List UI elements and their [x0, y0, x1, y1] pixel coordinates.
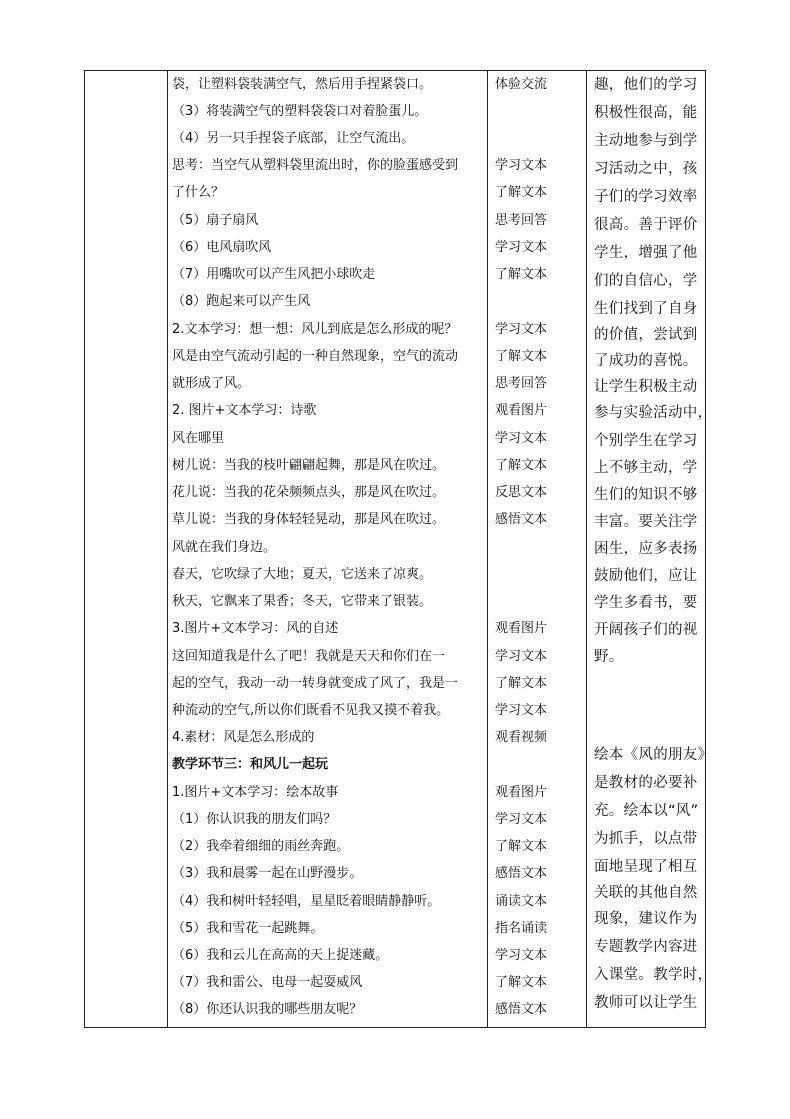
note-line: 很高。善于评价 [594, 217, 698, 233]
activity-line: 感悟文本 [495, 866, 548, 881]
note-line: 参与实验活动中， [594, 405, 713, 421]
content-line: 秋天，它飘来了果香；冬天，它带来了银装。 [172, 594, 433, 609]
content-line: 1.图片+文本学习：绘本故事 [172, 785, 339, 800]
activity-line: 了解文本 [495, 185, 548, 200]
content-line: （7）用嘴吹可以产生风把小球吹走 [172, 267, 376, 282]
content-line: 这回知道我是什么了吧！我就是天天和你们在一 [172, 649, 446, 664]
note-line: 是教材的必要补 [594, 775, 698, 791]
activity-line: 了解文本 [495, 267, 548, 282]
note-line: 入课堂。教学时， [594, 967, 713, 983]
content-line: （6）我和云儿在高高的天上捉迷藏。 [172, 948, 389, 963]
content-line: 花儿说：当我的花朵频频点头，那是风在吹过。 [172, 485, 446, 500]
activity-line: 感悟文本 [495, 1002, 548, 1017]
column-divider [487, 71, 488, 1027]
activity-line: 思考回答 [495, 213, 548, 228]
activity-line: 诵读文本 [495, 894, 548, 909]
activity-line: 学习文本 [495, 948, 548, 963]
activity-line: 了解文本 [495, 349, 548, 364]
content-line: （3）将装满空气的塑料袋袋口对着脸蛋儿。 [172, 104, 428, 119]
note-line: 专题教学内容进 [594, 939, 698, 955]
note-line: 绘本《风的朋友》 [594, 747, 713, 763]
activity-line: 学习文本 [495, 812, 548, 827]
content-line: （6）电风扇吹风 [172, 240, 272, 255]
activity-line: 了解文本 [495, 975, 548, 990]
content-line: 种流动的空气,所以你们既看不见我又摸不着我。 [172, 703, 450, 718]
content-line: （5）扇子扇风 [172, 213, 259, 228]
note-line: 开阔孩子们的视 [594, 622, 698, 638]
activity-line: 观看图片 [495, 785, 548, 800]
activity-line: 指名诵读 [495, 921, 548, 936]
note-line: 生们找到了自身 [594, 301, 698, 317]
note-line: 主动地参与到学 [594, 133, 698, 149]
activity-line: 学习文本 [495, 703, 548, 718]
content-line: 风在哪里 [172, 431, 225, 446]
note-line: 子们的学习效率 [594, 189, 698, 205]
content-line: 3.图片+文本学习：风的自述 [172, 621, 339, 636]
activity-line: 学习文本 [495, 649, 548, 664]
note-line: 教师可以让学生 [594, 995, 698, 1011]
activity-line: 学习文本 [495, 158, 548, 173]
content-line: 2. 图片+文本学习：诗歌 [172, 403, 317, 418]
activity-line: 观看视频 [495, 730, 548, 745]
note-line: 野。 [594, 649, 624, 665]
content-line: （8）跑起来可以产生风 [172, 294, 311, 309]
activity-line: 感悟文本 [495, 512, 548, 527]
content-line: 草儿说：当我的身体轻轻晃动，那是风在吹过。 [172, 512, 446, 527]
content-line: （1）你认识我的朋友们吗？ [172, 812, 337, 827]
note-line: 生们的知识不够 [594, 487, 698, 503]
content-line: 树儿说：当我的枝叶翩翩起舞，那是风在吹过。 [172, 458, 446, 473]
activity-line: 学习文本 [495, 322, 548, 337]
content-line: 4.素材：风是怎么形成的 [172, 730, 315, 745]
activity-line: 学习文本 [495, 431, 548, 446]
content-line: （5）我和雪花一起跳舞。 [172, 921, 324, 936]
note-line: 趣，他们的学习 [594, 77, 698, 93]
note-line: 上不够主动，学 [594, 460, 698, 476]
note-line: 的价值，尝试到 [594, 327, 698, 343]
content-line: （8）你还认识我的哪些朋友呢？ [172, 1002, 363, 1017]
note-line: 积极性很高，能 [594, 105, 698, 121]
content-line: 风是由空气流动引起的一种自然现象，空气的流动 [172, 349, 459, 364]
content-line: 思考：当空气从塑料袋里流出时，你的脸蛋感受到 [172, 158, 459, 173]
content-line: （4）另一只手捏袋子底部，让空气流出。 [172, 131, 415, 146]
note-line: 学生多看书，要 [594, 595, 698, 611]
column-divider [586, 71, 587, 1027]
content-line: 了什么？ [172, 185, 225, 200]
content-line: （2）我牵着细细的雨丝奔跑。 [172, 839, 350, 854]
note-line: 学生，增强了他 [594, 245, 698, 261]
activity-line: 观看图片 [495, 621, 548, 636]
activity-line: 观看图片 [495, 403, 548, 418]
note-line: 为抓手，以点带 [594, 831, 698, 847]
activity-line: 学习文本 [495, 240, 548, 255]
content-line: 起的空气，我动一动一转身就变成了风了，我是一 [172, 676, 459, 691]
content-line: （7）我和雷公、电母一起耍威风 [172, 975, 363, 990]
note-line: 面地呈现了相互 [594, 859, 698, 875]
note-line: 关联的其他自然 [594, 885, 698, 901]
note-line: 困生，应多表扬 [594, 541, 698, 557]
activity-line: 了解文本 [495, 676, 548, 691]
activity-line: 了解文本 [495, 839, 548, 854]
section-heading: 教学环节三：和风儿一起玩 [172, 757, 329, 772]
note-line: 充。绘本以“风” [594, 803, 699, 819]
note-line: 了成功的喜悦。 [594, 353, 698, 369]
activity-line: 了解文本 [495, 458, 548, 473]
content-line: 2.文本学习：想一想：风儿到底是怎么形成的呢？ [172, 322, 458, 337]
content-line: 春天，它吹绿了大地；夏天，它送来了凉爽。 [172, 567, 433, 582]
content-line: 风就在我们身边。 [172, 540, 277, 555]
activity-line: 体验交流 [495, 77, 548, 92]
content-line: （3）我和晨雾一起在山野漫步。 [172, 866, 363, 881]
activity-line: 思考回答 [495, 376, 548, 391]
note-line: 让学生积极主动 [594, 379, 698, 395]
note-line: 个别学生在学习 [594, 433, 698, 449]
content-line: （4）我和树叶轻轻唱，星星眨着眼睛静静听。 [172, 894, 441, 909]
content-line: 袋，让塑料袋装满空气，然后用手捏紧袋口。 [172, 77, 433, 92]
content-line: 就形成了风。 [172, 376, 251, 391]
note-line: 丰富。要关注学 [594, 514, 698, 530]
note-line: 鼓励他们，应让 [594, 568, 698, 584]
note-line: 习活动之中，孩 [594, 161, 698, 177]
activity-line: 反思文本 [495, 485, 548, 500]
note-line: 现象，建议作为 [594, 911, 698, 927]
note-line: 们的自信心，学 [594, 273, 698, 289]
column-divider [167, 71, 168, 1027]
